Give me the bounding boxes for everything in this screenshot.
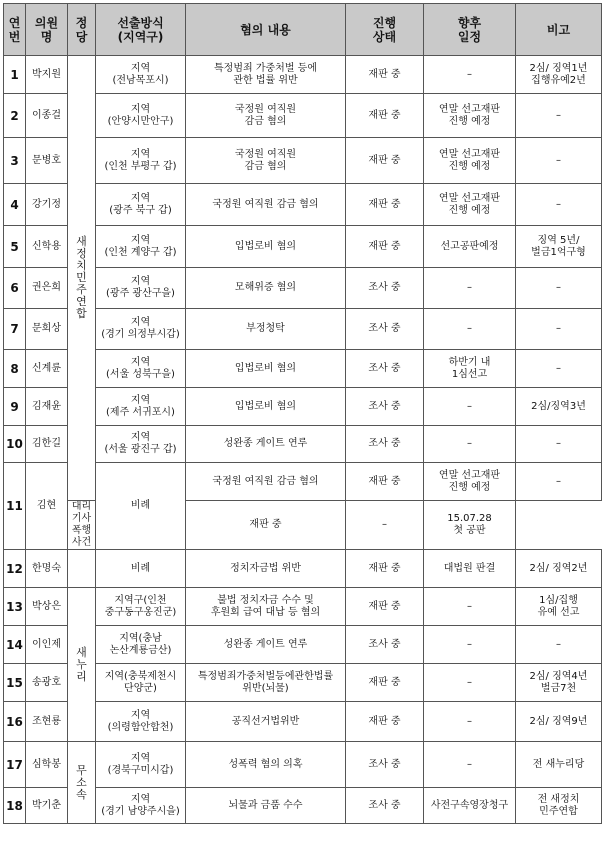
row-district: 비례 [96, 550, 186, 588]
row-name: 한명숙 [26, 550, 68, 588]
row-note: 2심/ 징역1년 집행유예2년 [516, 56, 602, 94]
row-name: 신학용 [26, 226, 68, 268]
row-next: – [424, 388, 516, 426]
row-note: – [516, 309, 602, 350]
row-name: 문병호 [26, 138, 68, 184]
row-num: 4 [4, 184, 26, 226]
table-row [4, 56, 602, 94]
row-note: 1심/집행 유예 선고 [516, 588, 602, 626]
row-next: 연말 선고재판 진행 예정 [424, 184, 516, 226]
header-num: 연번 [4, 4, 26, 56]
table-row [4, 501, 602, 550]
row-note: 2심/ 징역4년 벌금7천 [516, 664, 602, 702]
row-status: 조사 중 [346, 788, 424, 824]
row-name: 권은희 [26, 268, 68, 309]
table-row [4, 588, 602, 626]
row-num: 13 [4, 588, 26, 626]
row-num: 12 [4, 550, 26, 588]
row-status: 조사 중 [346, 426, 424, 463]
header-status: 진행상태 [346, 4, 424, 56]
row-district: 지역 (서울 광진구 갑) [96, 426, 186, 463]
row-next: – [424, 588, 516, 626]
row-charge: 부정청탁 [186, 309, 346, 350]
row-next: – [424, 626, 516, 664]
header-charge: 혐의 내용 [186, 4, 346, 56]
row-note: 2심/ 징역9년 [516, 702, 602, 742]
row-charge: 국정원 여직원 감금 혐의 [186, 463, 346, 501]
row-name: 조현룡 [26, 702, 68, 742]
row-note: – [516, 426, 602, 463]
row-district: 지역 (경기 남양주시을) [96, 788, 186, 824]
row-num: 10 [4, 426, 26, 463]
row-charge: 입법로비 혐의 [186, 388, 346, 426]
row-num: 18 [4, 788, 26, 824]
party-saenuri: 새누리 [68, 588, 96, 742]
row-charge: 성폭력 혐의 의혹 [186, 742, 346, 788]
row-name: 김현 [26, 463, 68, 550]
row-note: – [516, 94, 602, 138]
row-charge: 불법 정치자금 수수 및 후원회 급여 대납 등 혐의 [186, 588, 346, 626]
row-name: 이종걸 [26, 94, 68, 138]
row-next: 연말 선고재판 진행 예정 [424, 463, 516, 501]
row-name: 심학봉 [26, 742, 68, 788]
row-next: – [346, 501, 424, 550]
row-charge: 공직선거법위반 [186, 702, 346, 742]
row-district: 지역 (광주 광산구을) [96, 268, 186, 309]
header-district: 선출방식 (지역구) [96, 4, 186, 56]
row-next: 연말 선고재판 진행 예정 [424, 138, 516, 184]
row-num: 17 [4, 742, 26, 788]
row-num: 1 [4, 56, 26, 94]
party-empty [68, 550, 96, 588]
row-charge: 특정범죄 가중처벌 등에 관한 법률 위반 [186, 56, 346, 94]
row-charge: 입법로비 혐의 [186, 350, 346, 388]
row-status: 재판 중 [346, 588, 424, 626]
row-num: 11 [4, 463, 26, 550]
row-status: 재판 중 [346, 550, 424, 588]
row-status: 재판 중 [346, 184, 424, 226]
header-row [4, 4, 602, 56]
row-status: 재판 중 [186, 501, 346, 550]
row-charge: 입법로비 혐의 [186, 226, 346, 268]
row-num: 16 [4, 702, 26, 742]
row-note: – [516, 350, 602, 388]
row-num: 3 [4, 138, 26, 184]
row-note: – [516, 184, 602, 226]
row-district: 지역 (경기 의정부시갑) [96, 309, 186, 350]
row-charge: 성완종 게이트 연루 [186, 626, 346, 664]
header-party: 정당 [68, 4, 96, 56]
row-district: 지역 (전남목포시) [96, 56, 186, 94]
row-next: – [424, 56, 516, 94]
row-charge: 모해위증 혐의 [186, 268, 346, 309]
row-charge: 국정원 여직원 감금 혐의 [186, 94, 346, 138]
row-status: 조사 중 [346, 350, 424, 388]
header-note: 비고 [516, 4, 602, 56]
row-next: 대법원 판결 [424, 550, 516, 588]
row-num: 6 [4, 268, 26, 309]
row-status: 조사 중 [346, 309, 424, 350]
row-district: 지역 (인천 부평구 갑) [96, 138, 186, 184]
row-charge: 성완종 게이트 연루 [186, 426, 346, 463]
row-next: – [424, 268, 516, 309]
row-charge: 특정범죄가중처벌등에관한법률 위반(뇌물) [186, 664, 346, 702]
row-status: 재판 중 [346, 138, 424, 184]
row-next: 선고공판예정 [424, 226, 516, 268]
row-name: 김한길 [26, 426, 68, 463]
row-name: 신계륜 [26, 350, 68, 388]
header-name: 의원명 [26, 4, 68, 56]
row-status: 재판 중 [346, 463, 424, 501]
row-next: – [424, 309, 516, 350]
row-next: 하반기 내 1심선고 [424, 350, 516, 388]
row-district: 지역 (의령함안합천) [96, 702, 186, 742]
row-num: 8 [4, 350, 26, 388]
row-note: 전 새정치 민주연합 [516, 788, 602, 824]
row-district: 지역(충북제천시 단양군) [96, 664, 186, 702]
row-status: 조사 중 [346, 626, 424, 664]
header-next: 향후일정 [424, 4, 516, 56]
row-next: 연말 선고재판 진행 예정 [424, 94, 516, 138]
row-status: 재판 중 [346, 664, 424, 702]
party-np: 새정치민주연합 [68, 56, 96, 501]
row-next: – [424, 742, 516, 788]
row-district: 지역구(인천 중구동구옹진군) [96, 588, 186, 626]
row-num: 2 [4, 94, 26, 138]
row-charge: 대리기사 폭행 사건 [68, 501, 96, 550]
row-charge: 뇌물과 금품 수수 [186, 788, 346, 824]
row-charge: 정치자금법 위반 [186, 550, 346, 588]
row-num: 5 [4, 226, 26, 268]
row-num: 7 [4, 309, 26, 350]
row-note: 15.07.28 첫 공판 [424, 501, 516, 550]
row-next: – [424, 664, 516, 702]
row-district: 지역 (안양시만안구) [96, 94, 186, 138]
row-num: 14 [4, 626, 26, 664]
row-name: 김재윤 [26, 388, 68, 426]
row-note: 전 새누리당 [516, 742, 602, 788]
table-row [4, 550, 602, 588]
table-row [4, 742, 602, 788]
row-status: 조사 중 [346, 268, 424, 309]
row-name: 박지원 [26, 56, 68, 94]
row-status: 재판 중 [346, 94, 424, 138]
row-name: 이인제 [26, 626, 68, 664]
row-name: 송광호 [26, 664, 68, 702]
row-note: – [516, 268, 602, 309]
row-status: 재판 중 [346, 56, 424, 94]
row-status: 재판 중 [346, 702, 424, 742]
row-status: 조사 중 [346, 388, 424, 426]
row-status: 재판 중 [346, 226, 424, 268]
party-independent: 무소속 [68, 742, 96, 824]
row-note: 2심/ 징역2년 [516, 550, 602, 588]
row-name: 박기춘 [26, 788, 68, 824]
row-district: 지역 (인천 계양구 갑) [96, 226, 186, 268]
row-next: 사전구속영장청구 [424, 788, 516, 824]
row-district: 지역 (광주 북구 갑) [96, 184, 186, 226]
row-status: 조사 중 [346, 742, 424, 788]
row-note: – [516, 463, 602, 501]
row-district: 지역 (서울 성북구을) [96, 350, 186, 388]
lawmakers-table [3, 3, 602, 824]
row-num: 9 [4, 388, 26, 426]
row-district: 지역 (경북구미시갑) [96, 742, 186, 788]
row-note: 징역 5년/ 벌금1억구형 [516, 226, 602, 268]
row-district: 지역(충남 논산계룡금산) [96, 626, 186, 664]
row-name: 강기정 [26, 184, 68, 226]
row-note: – [516, 626, 602, 664]
row-district: 지역 (제주 서귀포시) [96, 388, 186, 426]
row-next: – [424, 426, 516, 463]
row-name: 문희상 [26, 309, 68, 350]
row-note: 2심/징역3년 [516, 388, 602, 426]
row-charge: 국정원 여직원 감금 혐의 [186, 138, 346, 184]
row-note: – [516, 138, 602, 184]
row-num: 15 [4, 664, 26, 702]
row-next: – [424, 702, 516, 742]
row-charge: 국정원 여직원 감금 혐의 [186, 184, 346, 226]
row-district: 비례 [96, 463, 186, 550]
row-name: 박상은 [26, 588, 68, 626]
